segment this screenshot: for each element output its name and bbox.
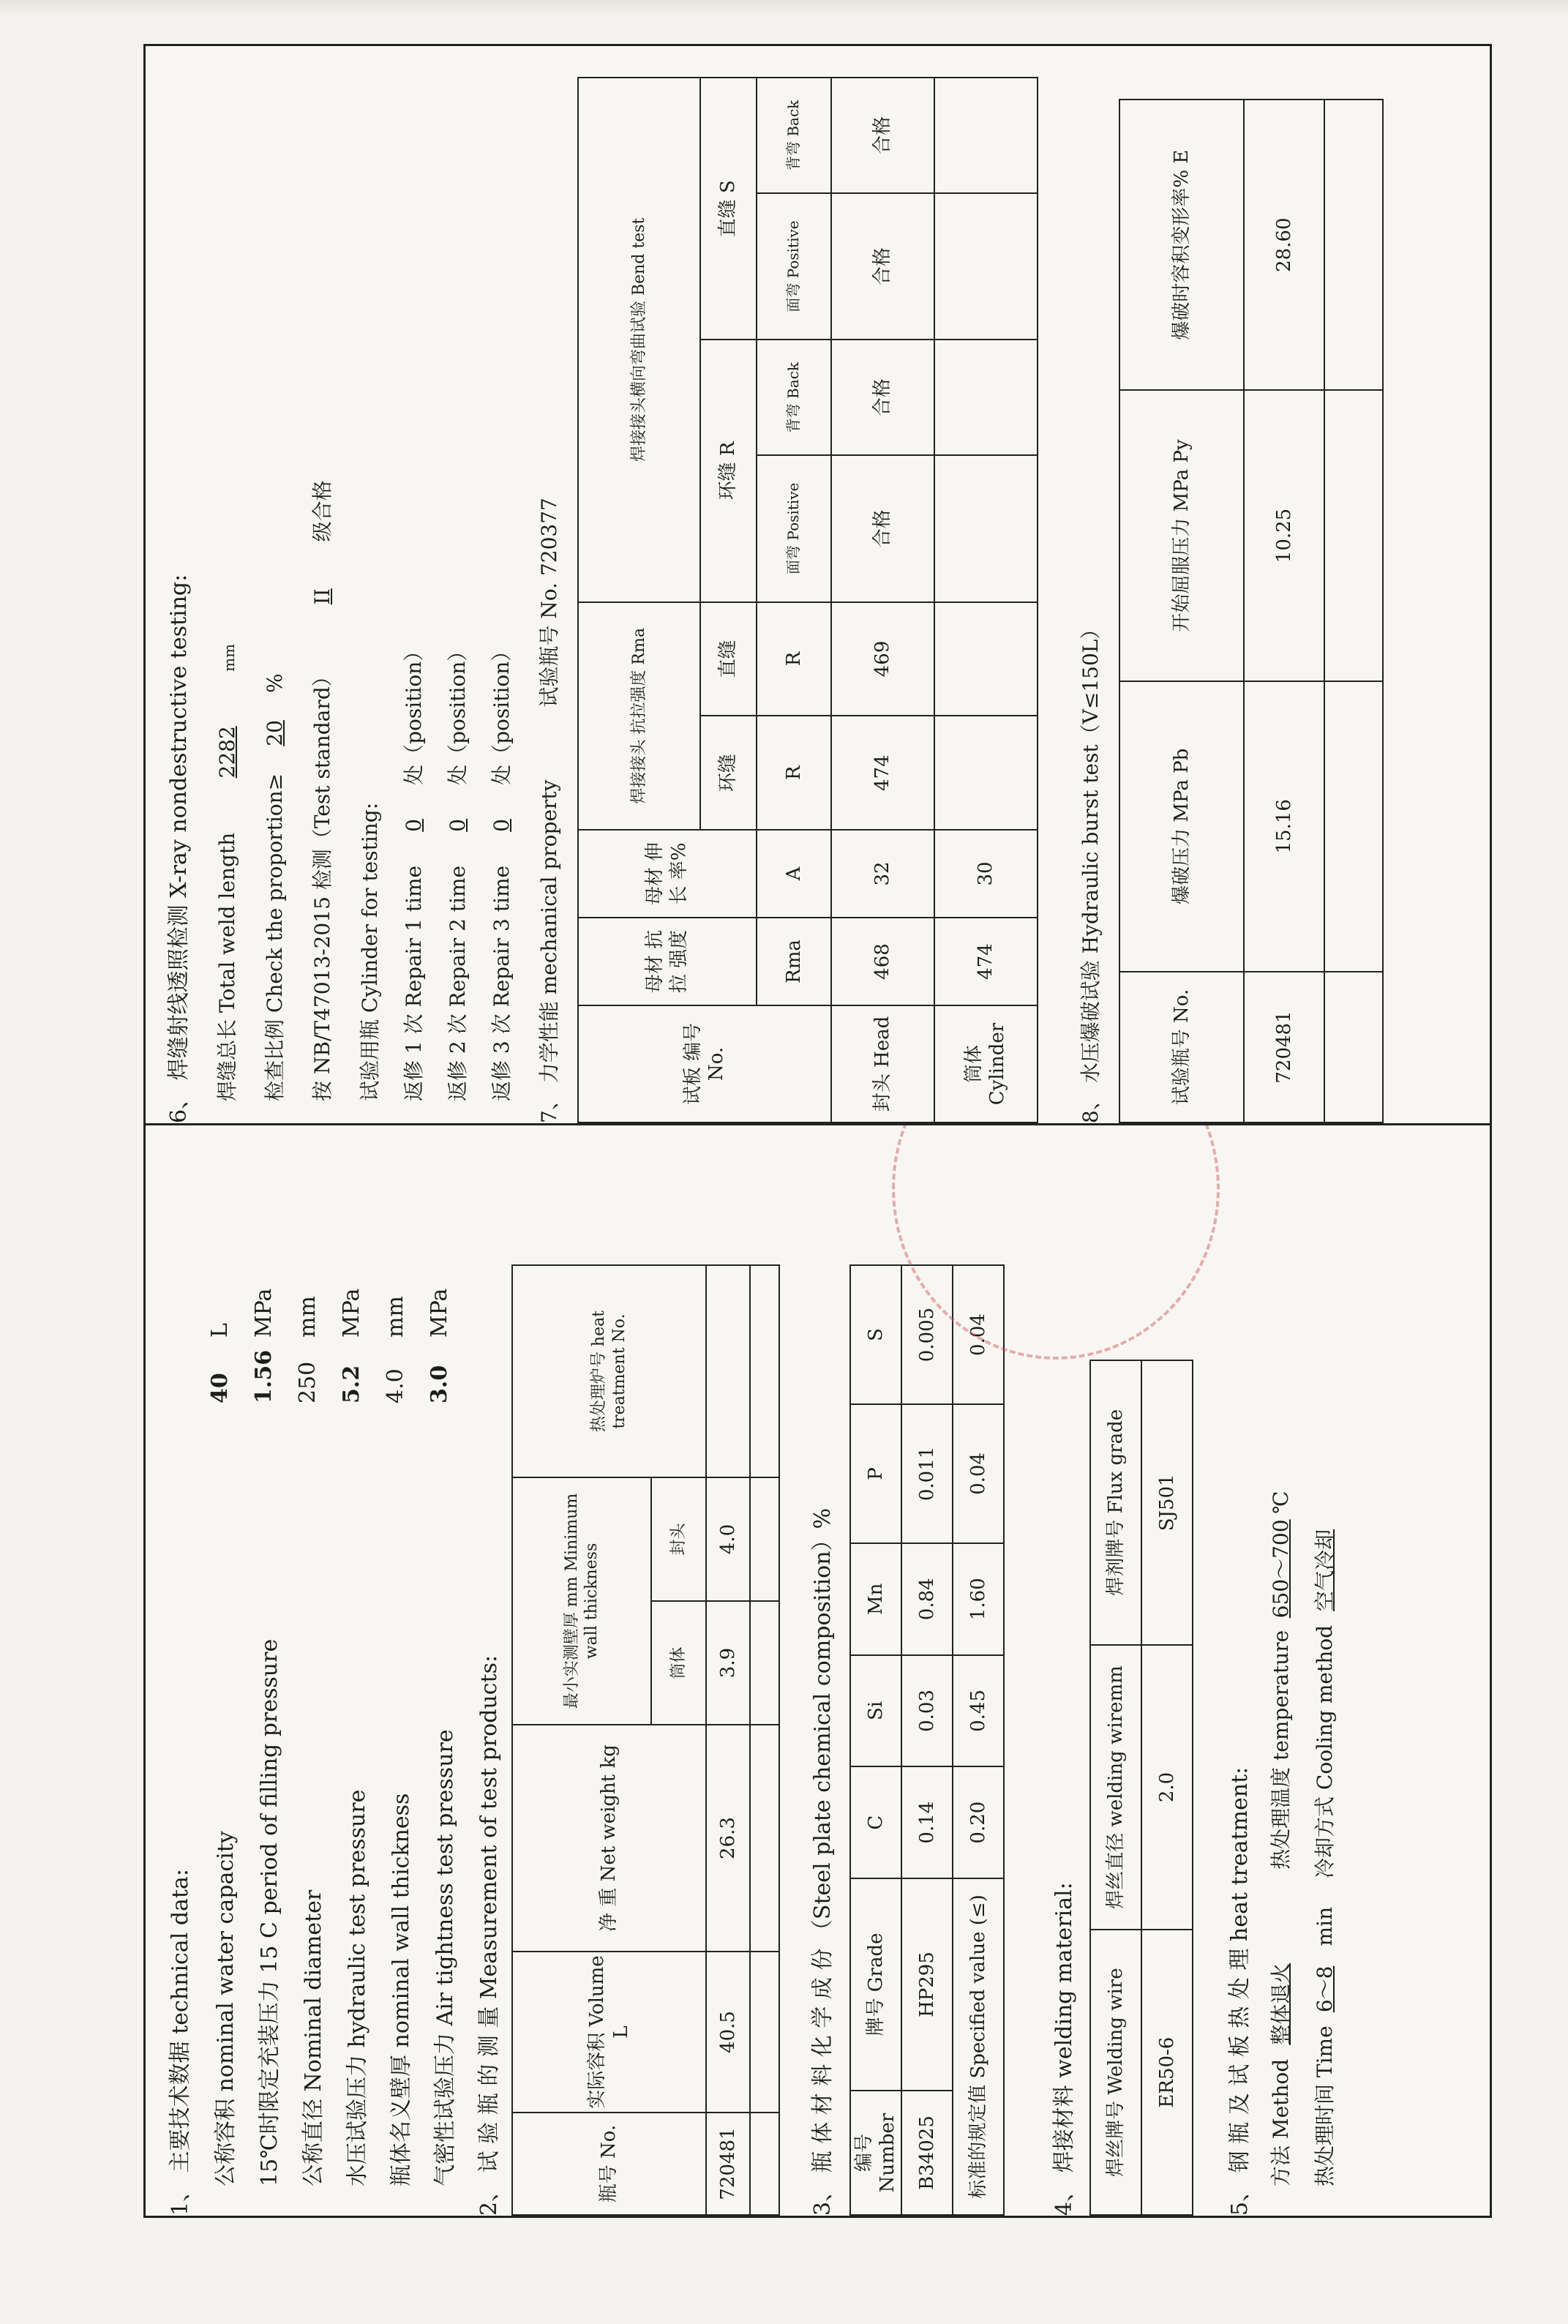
cell-yield-pressure: 10.25 — [1244, 390, 1324, 681]
proportion-label: 检查比例 Check the proportion≥ — [263, 773, 287, 1101]
proportion-value: 20 — [263, 720, 287, 746]
cell-circ: 474 — [831, 716, 934, 830]
cell-bend — [934, 78, 1038, 193]
header-net-weight: 净 重 Net weight kg — [512, 1725, 706, 1952]
cell-bottle-no: 720481 — [706, 2113, 750, 2215]
header-volume-deformation: 爆破时容积变形率% E — [1119, 100, 1244, 390]
cell-empty — [1324, 681, 1383, 972]
spec-label: 公称容积 nominal water capacity — [213, 1831, 239, 2186]
cell-long: 469 — [831, 602, 934, 716]
cooling-value: 空气冷却 — [1313, 1529, 1337, 1611]
repair-label: 返修 3 次 Repair 3 time — [489, 865, 514, 1101]
header-burst-pressure: 爆破压力 MPa Pb — [1119, 681, 1244, 972]
cell-circ — [934, 716, 1038, 830]
cell-empty — [750, 1601, 779, 1725]
cell-heat — [706, 1265, 750, 1477]
header-s: S — [850, 1265, 901, 1404]
header-wire-diameter: 焊丝直径 welding wiremm — [1090, 1645, 1141, 1930]
cell-head: 4.0 — [706, 1477, 750, 1601]
cell-weight: 26.3 — [706, 1725, 750, 1952]
standard-row — [307, 480, 336, 1101]
header-grade: 牌号 Grade — [850, 1878, 901, 2091]
header-c: C — [850, 1766, 901, 1878]
section2-title: 2、 试 验 瓶 的 测 量 Measurement of test products: — [476, 1654, 502, 2216]
spec-unit: MPa — [427, 1288, 452, 1338]
temp-value: 650～700 — [1269, 1519, 1293, 1619]
header-weld-tensile: 焊接接头 抗拉强度 Rma — [578, 602, 700, 830]
cell-empty — [1324, 972, 1383, 1122]
cell-bend — [934, 193, 1038, 340]
header-circ: 环缝 — [700, 716, 757, 830]
spec-value: 4.0 — [383, 1368, 408, 1403]
cell-long — [934, 602, 1038, 716]
time-value: 6～8 — [1313, 1965, 1337, 2013]
cell-volume: 40.5 — [706, 1952, 750, 2113]
cell-bend — [934, 455, 1038, 602]
header-welding-wire: 焊丝牌号 Welding wire — [1090, 1930, 1141, 2215]
cell-burst-pressure: 15.16 — [1244, 681, 1324, 972]
spec-label: 15℃时限定充装压力 15 C period of filling pressure — [257, 1638, 282, 2186]
proportion-row — [259, 673, 288, 1101]
cell-empty — [750, 1952, 779, 2113]
header-back-bend: 背弯 Back — [757, 78, 832, 193]
repair-row — [486, 641, 515, 1101]
section3-title: 3、 瓶 体 材 料 化 学 成 份 （Steel plate chemical composition）% — [810, 1507, 836, 2216]
weld-length-label: 焊缝总长 Total weld length — [215, 832, 239, 1101]
cell-a: 30 — [934, 830, 1038, 918]
spec-mn: 1.60 — [953, 1543, 1004, 1655]
temp-unit: ℃ — [1269, 1491, 1293, 1514]
method-value: 整体退火 — [1269, 1963, 1293, 2045]
spec-label: 公称直径 Nominal diameter — [301, 1889, 326, 2186]
cell-bend — [934, 340, 1038, 455]
header-number: 编号 Number — [850, 2091, 901, 2215]
method-label: 方法 Method — [1269, 2058, 1293, 2186]
header-long-s: 直缝 S — [700, 78, 757, 340]
bottle-no-label: 试验瓶号 No. 720377 — [537, 498, 561, 708]
mechanical-table — [577, 77, 1038, 1123]
time-label: 热处理时间 Time — [1313, 2025, 1337, 2186]
cell-flux-grade: SJ501 — [1141, 1360, 1193, 1645]
header-a: A — [757, 830, 832, 918]
cell-p: 0.011 — [901, 1404, 953, 1543]
spec-label: 气密性试验压力 Air tightness test pressure — [432, 1729, 458, 2186]
time-unit: min — [1313, 1906, 1337, 1946]
weld-length-value: 2282 — [215, 726, 239, 779]
header-test-bottle: 试验瓶号 No. — [1119, 972, 1244, 1122]
cell-grade: HP295 — [901, 1878, 953, 2091]
repair-suffix: 处（position） — [402, 640, 426, 785]
cell-rm: 468 — [831, 918, 934, 1005]
repair-suffix: 处（position） — [489, 640, 514, 785]
cell-si: 0.03 — [901, 1655, 953, 1767]
temp-label: 热处理温度 temperature — [1269, 1630, 1293, 1870]
spec-value: 250 — [295, 1361, 320, 1403]
cell-empty — [1324, 100, 1383, 390]
standard-label: 按 NB/T47013-2015 检测（Test standard） — [310, 666, 334, 1101]
measurement-table — [511, 1264, 780, 2216]
cell-c: 0.14 — [901, 1766, 953, 1878]
spec-si: 0.45 — [953, 1655, 1004, 1767]
spec-unit: MPa — [339, 1288, 364, 1338]
header-min-wall: 最小实测壁厚 mm Minimum wall thickness — [512, 1477, 651, 1725]
weld-length-unit: mm — [220, 643, 238, 672]
cell-empty — [1324, 390, 1383, 681]
repair-label: 返修 2 次 Repair 2 time — [446, 865, 470, 1101]
cell-a: 32 — [831, 830, 934, 918]
technical-data-panel — [143, 1076, 1492, 2218]
cell-volume-deformation: 28.60 — [1244, 100, 1324, 390]
spec-value: 3.0 — [427, 1365, 452, 1403]
heat-method-row — [1265, 1491, 1294, 2186]
header-base-tensile: 母材 抗拉 强度 — [578, 918, 757, 1005]
cell-wire-diameter: 2.0 — [1141, 1645, 1193, 1930]
burst-test-table — [1119, 99, 1384, 1123]
header-face-bend: 面弯 Positive — [757, 193, 832, 340]
spec-value: 1.56 — [251, 1349, 277, 1403]
section1-title: 1、 主要技术数据 technical data: — [168, 1869, 193, 2216]
heat-time-row — [1309, 1515, 1338, 2186]
section7-title: 7、 力学性能 mechanical property — [537, 779, 561, 1123]
header-bend-test: 焊接接头横向弯曲试验 Bend test — [578, 78, 700, 602]
header-yield-pressure: 开始屈服压力 MPa Py — [1119, 390, 1244, 681]
test-results-panel — [143, 44, 1492, 1125]
grade-suffix: 级合格 — [310, 480, 334, 542]
cooling-label: 冷却方式 Cooling method — [1313, 1624, 1337, 1878]
header-long: 直缝 — [700, 602, 757, 716]
cell-s: 0.005 — [901, 1265, 953, 1404]
cell-test-bottle: 720481 — [1244, 972, 1324, 1122]
repair-value: 0 — [446, 819, 470, 832]
header-flux-grade: 焊剂牌号 Flux grade — [1090, 1360, 1141, 1645]
row-name: 筒体 Cylinder — [934, 1005, 1038, 1122]
header-barrel: 筒体 — [651, 1601, 706, 1725]
header-si: Si — [850, 1655, 901, 1767]
grade-value: II — [310, 588, 334, 605]
spec-label: 瓶体名义壁厚 nominal wall thickness — [389, 1793, 414, 2186]
cell-empty — [750, 1725, 779, 1952]
spec-label: 水压试验压力 hydraulic test pressure — [345, 1789, 370, 2186]
cell-number: B34025 — [901, 2091, 953, 2215]
spec-unit: MPa — [251, 1288, 277, 1338]
header-mn: Mn — [850, 1543, 901, 1655]
spec-value-label: 标准的规定值 Specified value (≤) — [953, 1878, 1004, 2215]
spec-s: 0.04 — [953, 1265, 1004, 1404]
header-head: 封头 — [651, 1477, 706, 1601]
spec-unit: L — [207, 1323, 233, 1338]
repair-suffix: 处（position） — [446, 640, 470, 785]
section7-title-row — [533, 498, 563, 1123]
header-heat-treatment: 热处理炉号 heat treatment No. — [512, 1265, 706, 1477]
section6-title: 6、 焊缝射线透照检测 X-ray nondestructive testing: — [166, 574, 192, 1123]
section5-title: 5、 钢 瓶 及 试 板 热 处 理 heat treatment: — [1227, 1766, 1253, 2216]
row-name: 封头 Head — [831, 1005, 934, 1122]
header-p: P — [850, 1404, 901, 1543]
cylinder-label: 试验用瓶 Cylinder for testing: — [358, 802, 382, 1101]
cell-bend: 合格 — [831, 78, 934, 193]
spec-value: 5.2 — [339, 1365, 364, 1403]
repair-label: 返修 1 次 Repair 1 time — [402, 865, 426, 1101]
cell-barrel: 3.9 — [706, 1601, 750, 1725]
section8-title: 8、 水压爆破试验 Hydraulic burst test（V≤150L） — [1079, 618, 1103, 1123]
header-bottle-no: 瓶号 No. — [512, 2113, 706, 2215]
repair-row — [398, 641, 427, 1101]
header-r: R — [757, 602, 832, 716]
cell-bend: 合格 — [831, 340, 934, 455]
spec-unit: mm — [295, 1296, 320, 1338]
welding-table — [1089, 1360, 1193, 2216]
header-back-bend: 背弯 Back — [757, 340, 832, 455]
section4-title: 4、 焊接材料 welding material: — [1051, 1882, 1077, 2216]
cell-empty — [750, 1265, 779, 1477]
header-rm: Rma — [757, 918, 832, 1005]
cell-empty — [750, 2113, 779, 2215]
repair-row — [442, 641, 471, 1101]
cell-welding-wire: ER50-6 — [1141, 1930, 1193, 2215]
cell-mn: 0.84 — [901, 1543, 953, 1655]
repair-value: 0 — [489, 819, 514, 832]
proportion-unit: % — [263, 673, 287, 693]
cell-rm: 474 — [934, 918, 1038, 1005]
cell-bend: 合格 — [831, 455, 934, 602]
header-volume: 实际容积 Volume L — [512, 1952, 706, 2113]
header-face-bend: 面弯 Positive — [757, 455, 832, 602]
header-plate: 试板 编号 No. — [578, 1005, 831, 1122]
spec-p: 0.04 — [953, 1404, 1004, 1543]
cell-bend: 合格 — [831, 193, 934, 340]
header-base-elongation: 母材 伸长 率% — [578, 830, 757, 918]
spec-value: 40 — [207, 1373, 233, 1403]
spec-c: 0.20 — [953, 1766, 1004, 1878]
chemical-table — [849, 1264, 1005, 2216]
weld-length-row — [211, 644, 241, 1101]
header-circ-r: 环缝 R — [700, 340, 757, 601]
repair-value: 0 — [402, 819, 426, 832]
header-r: R — [757, 716, 832, 830]
cell-empty — [750, 1477, 779, 1601]
spec-unit: mm — [383, 1296, 408, 1338]
